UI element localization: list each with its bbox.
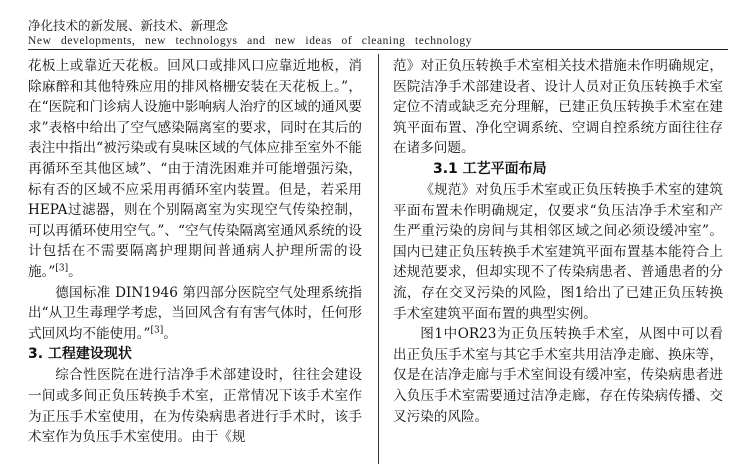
left-paragraph-1 [28,56,362,283]
right-paragraph-2: 《规范》对负压手术室或正负压转换手术室的建筑平面布置未作明确规定，仅要求“负压洁净手术室和产生严重污染的房间与其相邻区域之间必须设缓冲室”。国内已建正负压转换手术室建筑平面布置基本能符合上述规范要求，但却实现不了传染病患者、普通患者的分流，存在交叉污染的风险，图1给出了已建正负压转换手术室建筑平面布置的典型实例。 [393,181,723,322]
right-paragraph-1: 范》对正负压转换手术室相关技术措施未作明确规定，医院洁净手术部建设者、设计人员对正负压转换手术室定位不清或缺乏充分理解，已建正负压转换手术室在建筑平面布置、净化空调系统、空调自控系统方面往往存在诸多问题。 [393,58,723,157]
left-paragraph-2 [28,283,362,345]
header-title-cn: 净化技术的新发展、新技术、新理念 [28,18,229,33]
header-title-en: New developments, new technologys and new ideas of cleaning technology [28,34,728,50]
left-paragraph-3: 综合性医院在进行洁净手术部建设时，往往会建设一间或多间正负压转换手术室，正常情况下该手术室作为正压手术室使用，在为传染病患者进行手术时，该手术室作为负压手术室使用。由于《规 [28,367,362,446]
left-paragraph-1-text: 花板上或靠近天花板。回风口或排风口应靠近地板，消除麻醉和其他特殊应用的排风格栅安装在天花板上。”，在“医院和门诊病人设施中影响病人治疗的区域的通风要求”表格中给出了空气感染隔离室的要求，同时在其后的表注中指出“被污染或有臭味区域的气体应排至室外不能再循环至其他区域”、“由于清洗困难并可能增强污染，标有否的区域不应采用再循环室内装置。但是，若采用HEPA过滤器，则在个别隔离室为实现空气传染控制，可以再循环使用空气。”、“空气传染隔离室通风系统的设计包括在不需要隔离护理期间普通病人护理所需的设施。” [28,58,362,280]
section-heading-3-1: 3.1 工艺平面布局 [433,160,547,177]
column-divider [378,54,379,464]
left-paragraph-1-end: 。 [68,263,82,280]
section-heading-3: 3. 工程建设现状 [28,346,132,363]
right-paragraph-3: 图1中OR23为正负压转换手术室，从图中可以看出正负压手术室与其它手术室共用洁净走廊、换床等，仅是在洁净走廊与手术室间设有缓冲室，传染病患者进入负压手术室需要通过洁净走廊，存在传染病传播、交叉污染的风险。 [393,326,723,425]
running-header [28,18,728,50]
citation-ref: [3] [55,263,69,274]
left-paragraph-2-text: 德国标准 DIN1946 第四部分医院空气处理系统指出“从卫生毒理学考虑，当回风含有有害气体时，任何形式回风均不能使用。” [28,284,362,342]
citation-ref: [3] [150,325,164,336]
left-column [28,56,362,448]
left-paragraph-2-end: 。 [163,325,177,342]
right-column [393,56,723,427]
